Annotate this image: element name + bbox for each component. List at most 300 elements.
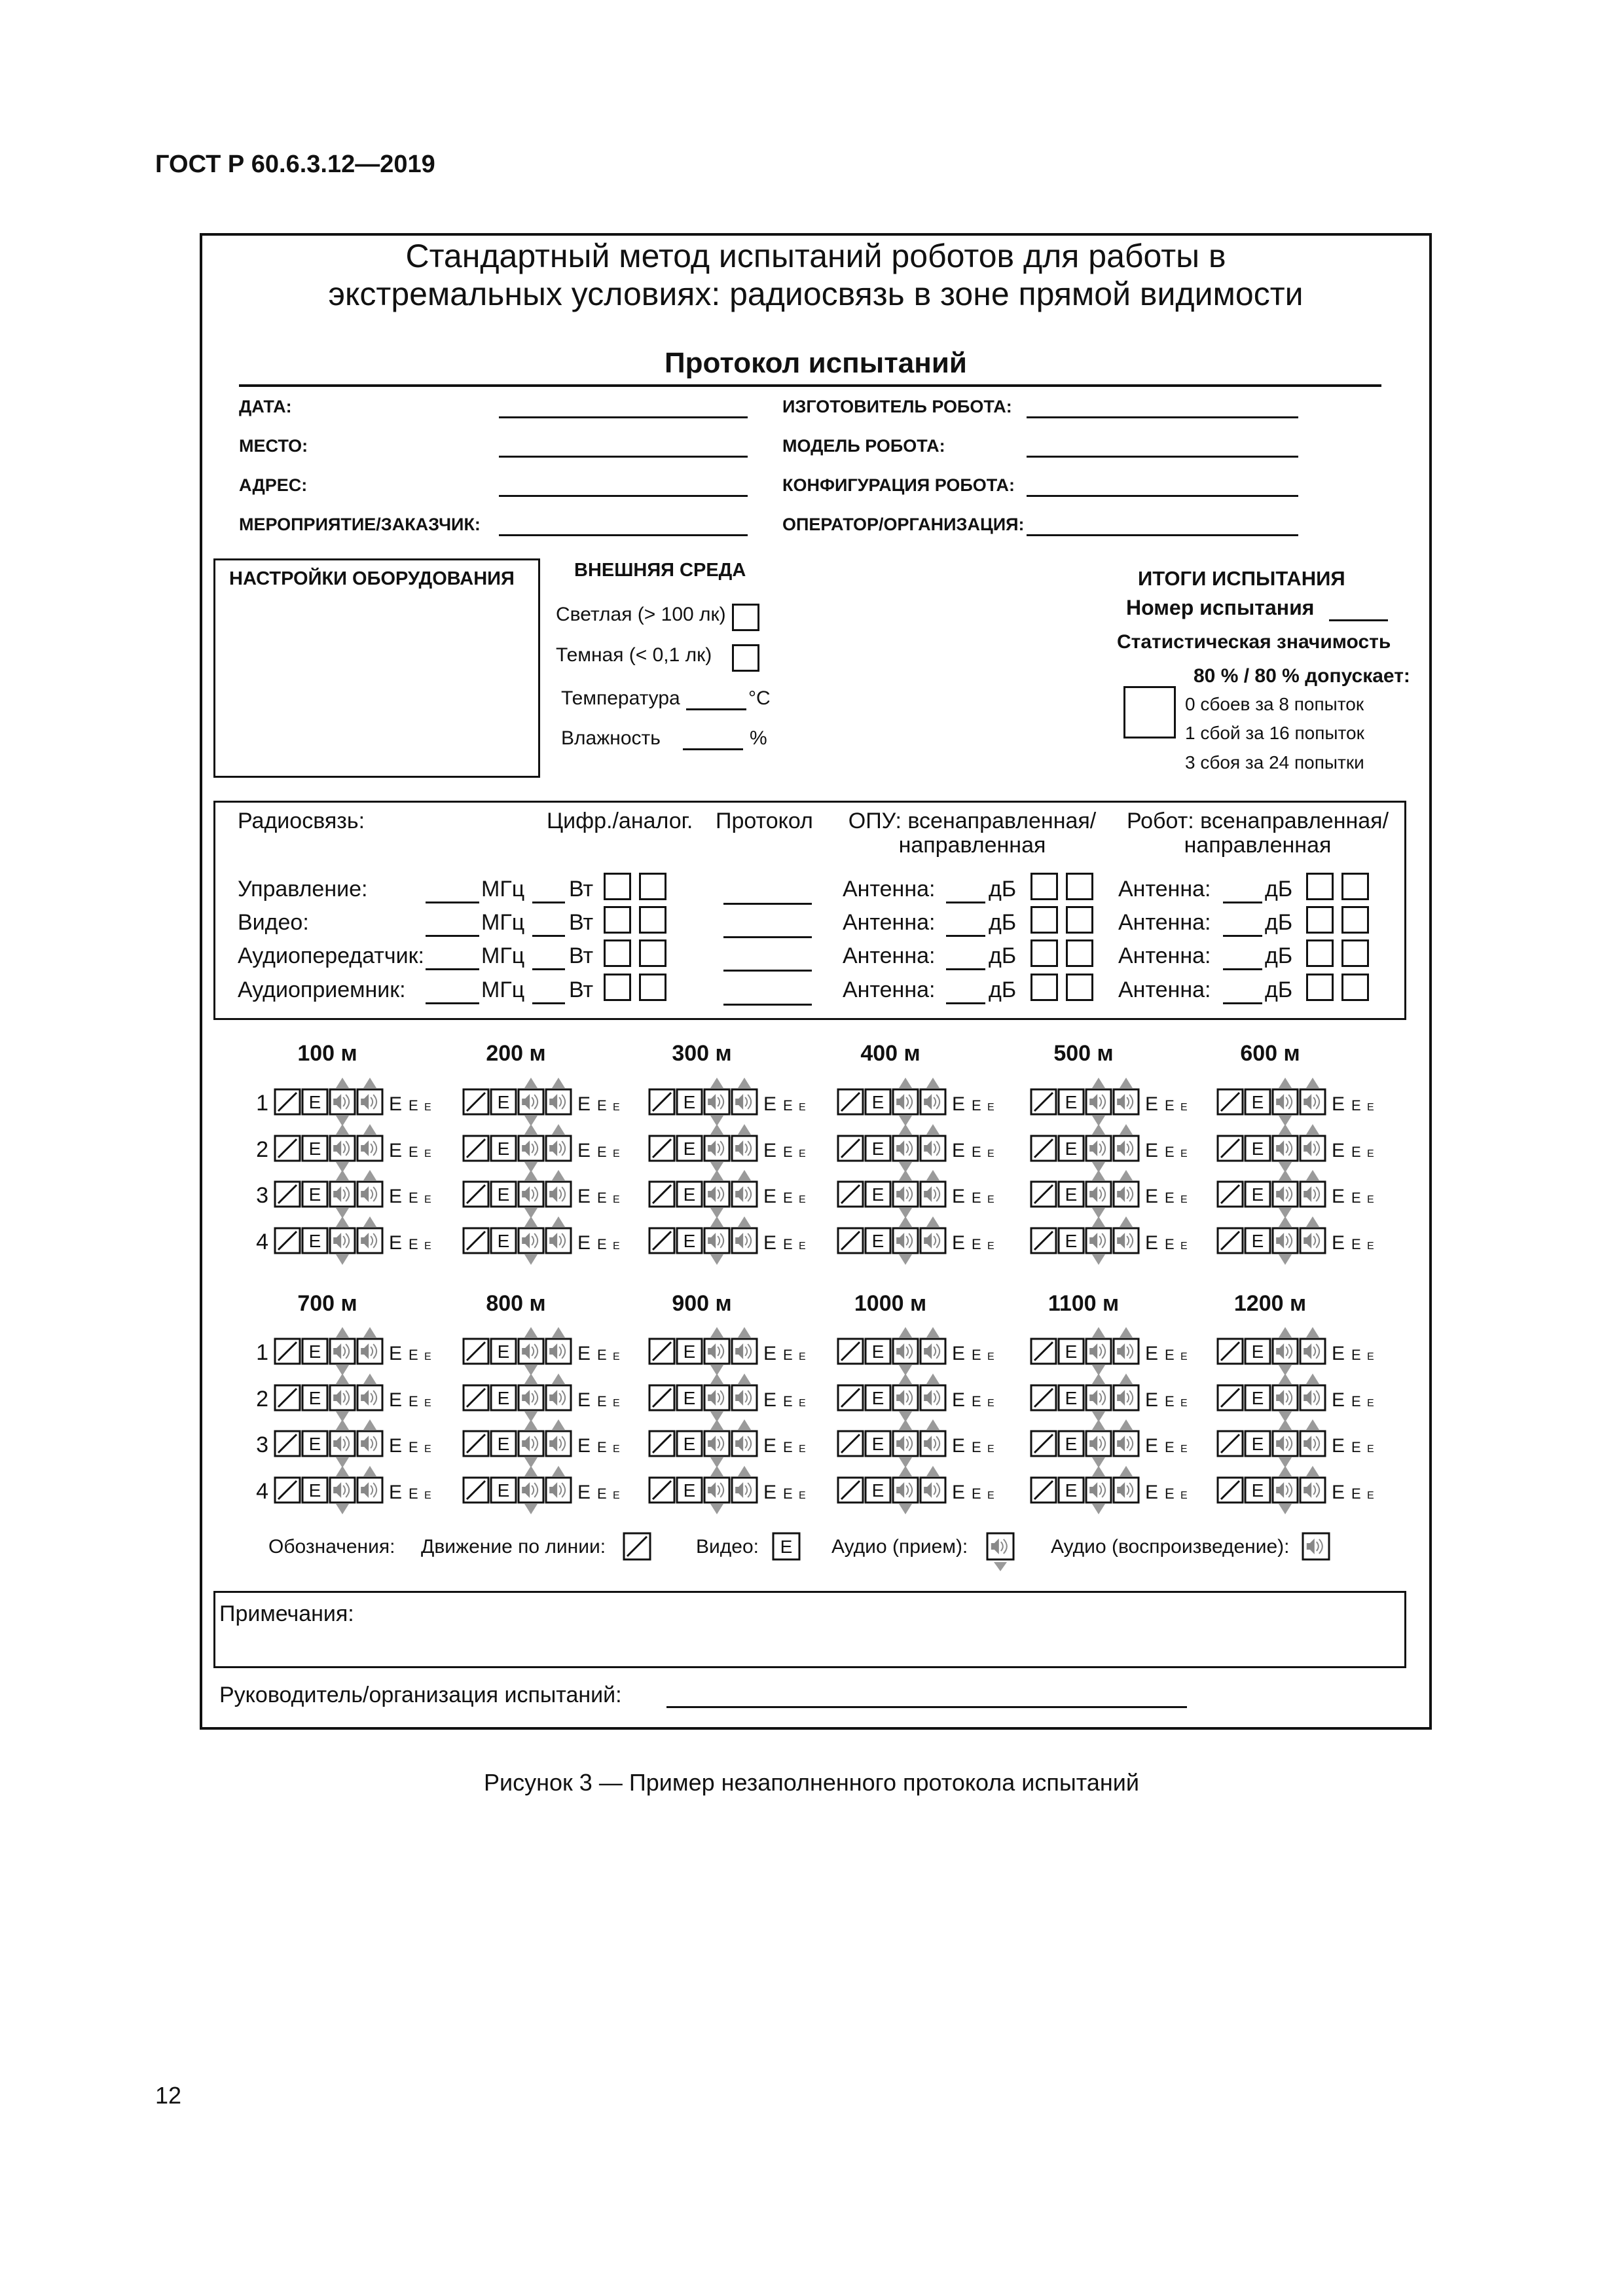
video-icon[interactable]: [302, 1182, 327, 1207]
audio-play-icon[interactable]: [546, 1327, 571, 1364]
video-icon[interactable]: [491, 1136, 516, 1161]
line-motion-icon[interactable]: [649, 1385, 674, 1410]
video-quality-letter: E: [1332, 1389, 1345, 1411]
video-letter: E: [871, 1139, 884, 1159]
video-icon[interactable]: [866, 1478, 890, 1503]
trial-indicator-block: [1031, 1466, 1188, 1514]
trial-indicator-block: [1031, 1419, 1188, 1468]
video-icon[interactable]: [677, 1431, 702, 1456]
line-motion-icon[interactable]: [275, 1089, 300, 1114]
audio-play-icon[interactable]: [357, 1466, 382, 1503]
video-quality-letter: E: [1145, 1186, 1159, 1207]
audio-play-icon[interactable]: [1300, 1124, 1325, 1161]
video-icon[interactable]: [1059, 1089, 1084, 1114]
audio-receive-icon[interactable]: [704, 1466, 729, 1514]
line-motion-icon[interactable]: [275, 1478, 300, 1503]
line-motion-icon[interactable]: [1218, 1431, 1243, 1456]
arrow-up-icon: [336, 1327, 349, 1338]
video-icon[interactable]: [1059, 1136, 1084, 1161]
video-icon[interactable]: [677, 1478, 702, 1503]
audio-play-icon[interactable]: [546, 1078, 571, 1114]
trial-indicator-block: [838, 1374, 994, 1422]
line-motion-icon[interactable]: [464, 1339, 488, 1364]
video-icon[interactable]: [1245, 1136, 1270, 1161]
video-icon[interactable]: [302, 1478, 327, 1503]
video-quality-letter: E: [799, 1444, 806, 1455]
legend-video-label: Видео:: [696, 1536, 759, 1558]
field-label-operator: ОПЕРАТОР/ОРГАНИЗАЦИЯ:: [782, 515, 1025, 534]
line-motion-icon[interactable]: [649, 1089, 674, 1114]
audio-play-icon[interactable]: [1114, 1374, 1139, 1410]
video-icon[interactable]: [491, 1385, 516, 1410]
audio-receive-icon[interactable]: [704, 1216, 729, 1265]
video-icon[interactable]: [677, 1089, 702, 1114]
video-quality-letter: E: [1145, 1232, 1159, 1254]
video-icon[interactable]: [1245, 1089, 1270, 1114]
line-motion-icon[interactable]: [1031, 1136, 1056, 1161]
video-quality-letter: E: [952, 1435, 966, 1457]
video-quality-letter: E: [987, 1490, 994, 1501]
video-icon[interactable]: [1059, 1339, 1084, 1364]
video-icon[interactable]: [1059, 1228, 1084, 1253]
video-quality-letter: E: [424, 1102, 431, 1113]
trial-indicator-block: [464, 1327, 620, 1376]
audio-play-icon[interactable]: [1300, 1216, 1325, 1253]
audio-play-icon[interactable]: [921, 1327, 945, 1364]
video-icon[interactable]: [866, 1339, 890, 1364]
audio-receive-icon[interactable]: [1273, 1124, 1298, 1173]
audio-receive-icon[interactable]: [519, 1170, 543, 1218]
audio-receive-icon[interactable]: [704, 1327, 729, 1376]
line-motion-icon[interactable]: [649, 1136, 674, 1161]
line-motion-icon[interactable]: [464, 1182, 488, 1207]
video-letter: E: [497, 1480, 510, 1501]
audio-receive-icon[interactable]: [704, 1419, 729, 1468]
audio-receive-icon[interactable]: [1086, 1216, 1111, 1265]
results-significance: Статистическая значимость: [1117, 631, 1391, 653]
audio-receive-icon[interactable]: [704, 1374, 729, 1422]
video-icon[interactable]: [302, 1089, 327, 1114]
audio-play-icon[interactable]: [732, 1216, 757, 1253]
line-motion-icon[interactable]: [1031, 1089, 1056, 1114]
video-letter: E: [308, 1388, 321, 1408]
audio-play-icon[interactable]: [357, 1078, 382, 1114]
audio-receive-icon[interactable]: [1086, 1078, 1111, 1126]
audio-receive-icon[interactable]: [1273, 1216, 1298, 1265]
video-icon[interactable]: [491, 1089, 516, 1114]
audio-receive-icon[interactable]: [893, 1419, 918, 1468]
radio-col-robot-2: направленная: [1184, 833, 1332, 858]
line-motion-icon[interactable]: [1218, 1478, 1243, 1503]
video-icon[interactable]: [677, 1339, 702, 1364]
audio-receive-icon[interactable]: [704, 1124, 729, 1173]
video-icon[interactable]: [491, 1339, 516, 1364]
audio-play-icon[interactable]: [1300, 1078, 1325, 1114]
video-quality-letter: E: [424, 1148, 431, 1159]
audio-receive-icon[interactable]: [519, 1327, 543, 1376]
line-motion-icon[interactable]: [1218, 1089, 1243, 1114]
line-motion-icon[interactable]: [649, 1431, 674, 1456]
audio-play-icon[interactable]: [732, 1466, 757, 1503]
audio-receive-icon[interactable]: [330, 1216, 355, 1265]
audio-receive-icon[interactable]: [1086, 1170, 1111, 1218]
radio-row-label: Управление:: [238, 877, 368, 902]
line-motion-icon[interactable]: [649, 1339, 674, 1364]
line-motion-icon[interactable]: [1218, 1228, 1243, 1253]
video-icon[interactable]: [1059, 1478, 1084, 1503]
video-icon[interactable]: [302, 1228, 327, 1253]
arrow-up-icon: [1306, 1466, 1319, 1476]
line-motion-icon[interactable]: [275, 1136, 300, 1161]
video-quality-letter: E: [613, 1148, 620, 1159]
video-letter: E: [497, 1139, 510, 1159]
audio-receive-icon[interactable]: [330, 1170, 355, 1218]
audio-receive-icon[interactable]: [1273, 1419, 1298, 1468]
line-motion-icon[interactable]: [464, 1478, 488, 1503]
audio-play-icon[interactable]: [357, 1374, 382, 1410]
audio-play-icon[interactable]: [1114, 1170, 1139, 1207]
line-motion-icon[interactable]: [1031, 1385, 1056, 1410]
audio-receive-icon[interactable]: [519, 1216, 543, 1265]
audio-play-icon[interactable]: [1114, 1216, 1139, 1253]
video-icon[interactable]: [1245, 1385, 1270, 1410]
trial-indicator-block: [649, 1327, 806, 1376]
video-quality-letter: E: [972, 1439, 981, 1455]
audio-play-icon[interactable]: [732, 1327, 757, 1364]
video-quality-letter: E: [783, 1097, 793, 1114]
line-motion-icon[interactable]: [464, 1385, 488, 1410]
video-quality-letter: E: [597, 1439, 607, 1455]
audio-receive-icon[interactable]: [704, 1170, 729, 1218]
video-quality-letter: E: [987, 1398, 994, 1409]
line-motion-icon[interactable]: [1218, 1182, 1243, 1207]
line-motion-icon[interactable]: [464, 1228, 488, 1253]
video-icon[interactable]: [866, 1385, 890, 1410]
line-motion-icon[interactable]: [838, 1089, 863, 1114]
arrow-up-icon: [1306, 1419, 1319, 1430]
audio-play-icon[interactable]: [1300, 1419, 1325, 1456]
audio-play-icon[interactable]: [921, 1419, 945, 1456]
audio-receive-icon[interactable]: [893, 1078, 918, 1126]
arrow-down-icon: [899, 1504, 912, 1514]
radio-watt-unit: Вт: [569, 910, 594, 935]
video-icon[interactable]: [1245, 1431, 1270, 1456]
video-icon[interactable]: [1059, 1182, 1084, 1207]
trial-number: 2: [256, 1387, 268, 1412]
arrow-up-icon: [1092, 1466, 1105, 1476]
video-icon[interactable]: [866, 1182, 890, 1207]
video-icon[interactable]: [866, 1136, 890, 1161]
audio-receive-icon[interactable]: [893, 1124, 918, 1173]
video-quality-letter: E: [763, 1343, 777, 1364]
video-quality-letter: E: [597, 1393, 607, 1410]
trial-indicator-block: [838, 1419, 994, 1468]
trial-indicator-block: [838, 1170, 994, 1218]
env-light-label: Светлая (> 100 лк): [556, 604, 726, 625]
audio-play-icon[interactable]: [921, 1124, 945, 1161]
line-motion-icon[interactable]: [838, 1339, 863, 1364]
line-motion-icon[interactable]: [838, 1478, 863, 1503]
audio-play-icon[interactable]: [357, 1327, 382, 1364]
audio-receive-icon[interactable]: [1273, 1170, 1298, 1218]
trial-indicator-block: [1031, 1170, 1188, 1218]
audio-receive-icon[interactable]: [519, 1124, 543, 1173]
audio-play-icon[interactable]: [1300, 1170, 1325, 1207]
line-motion-icon[interactable]: [1218, 1339, 1243, 1364]
audio-play-icon[interactable]: [546, 1466, 571, 1503]
audio-play-icon[interactable]: [546, 1374, 571, 1410]
video-quality-letter: E: [424, 1490, 431, 1501]
video-quality-letter: E: [799, 1398, 806, 1409]
audio-play-icon[interactable]: [546, 1170, 571, 1207]
audio-play-icon[interactable]: [546, 1124, 571, 1161]
arrow-down-icon: [994, 1562, 1007, 1571]
video-quality-letter: E: [783, 1393, 793, 1410]
radio-mhz-unit: МГц: [481, 943, 525, 968]
line-motion-icon[interactable]: [649, 1478, 674, 1503]
audio-play-icon[interactable]: [921, 1216, 945, 1253]
video-icon[interactable]: [1059, 1385, 1084, 1410]
arrow-up-icon: [738, 1419, 751, 1430]
video-quality-letter: E: [1332, 1232, 1345, 1254]
line-motion-icon[interactable]: [838, 1182, 863, 1207]
audio-play-icon[interactable]: [546, 1216, 571, 1253]
trial-number: 2: [256, 1137, 268, 1162]
audio-play-icon[interactable]: [357, 1216, 382, 1253]
legend-line-motion-icon: [624, 1533, 650, 1559]
video-quality-letter: E: [1332, 1482, 1345, 1503]
audio-play-icon[interactable]: [1300, 1327, 1325, 1364]
video-letter: E: [308, 1231, 321, 1251]
audio-play-icon[interactable]: [1300, 1466, 1325, 1503]
figure-caption: Рисунок 3 — Пример незаполненного протокола испытаний: [484, 1769, 1139, 1796]
audio-receive-icon[interactable]: [330, 1374, 355, 1422]
video-icon[interactable]: [1245, 1478, 1270, 1503]
audio-receive-icon[interactable]: [1086, 1374, 1111, 1422]
audio-receive-icon[interactable]: [893, 1327, 918, 1376]
arrow-up-icon: [552, 1124, 565, 1135]
audio-play-icon[interactable]: [732, 1078, 757, 1114]
audio-receive-icon[interactable]: [1273, 1374, 1298, 1422]
line-motion-icon[interactable]: [1218, 1136, 1243, 1161]
audio-receive-icon[interactable]: [330, 1466, 355, 1514]
audio-receive-icon[interactable]: [1086, 1124, 1111, 1173]
video-icon[interactable]: [491, 1182, 516, 1207]
audio-receive-icon[interactable]: [519, 1374, 543, 1422]
video-quality-letter: E: [424, 1194, 431, 1205]
video-icon[interactable]: [1245, 1182, 1270, 1207]
audio-receive-icon[interactable]: [1086, 1419, 1111, 1468]
audio-receive-icon[interactable]: [893, 1374, 918, 1422]
video-icon[interactable]: [866, 1228, 890, 1253]
line-motion-icon[interactable]: [649, 1182, 674, 1207]
audio-play-icon[interactable]: [921, 1466, 945, 1503]
form-title-line2: экстремальных условиях: радиосвязь в зоне прямой видимости: [328, 276, 1304, 312]
audio-play-icon[interactable]: [732, 1124, 757, 1161]
distance-label: 400 м: [860, 1041, 921, 1066]
line-motion-icon[interactable]: [275, 1228, 300, 1253]
video-quality-letter: E: [1367, 1194, 1374, 1205]
line-motion-icon[interactable]: [649, 1228, 674, 1253]
legend-video-letter: E: [780, 1537, 793, 1557]
video-icon[interactable]: [491, 1228, 516, 1253]
audio-play-icon[interactable]: [921, 1078, 945, 1114]
audio-play-icon[interactable]: [546, 1419, 571, 1456]
line-motion-icon[interactable]: [838, 1136, 863, 1161]
audio-receive-icon[interactable]: [1086, 1327, 1111, 1376]
audio-play-icon[interactable]: [1114, 1078, 1139, 1114]
legend-audio-rx-label: Аудио (прием):: [831, 1536, 968, 1558]
audio-receive-icon[interactable]: [519, 1419, 543, 1468]
line-motion-icon[interactable]: [464, 1431, 488, 1456]
line-motion-icon[interactable]: [1218, 1385, 1243, 1410]
arrow-up-icon: [710, 1170, 723, 1180]
audio-receive-icon[interactable]: [330, 1124, 355, 1173]
line-motion-icon[interactable]: [1031, 1478, 1056, 1503]
trial-indicator-block: [464, 1374, 620, 1422]
video-quality-letter: E: [763, 1093, 777, 1115]
video-icon[interactable]: [491, 1431, 516, 1456]
equipment-settings-title: НАСТРОЙКИ ОБОРУДОВАНИЯ: [229, 568, 515, 589]
video-quality-letter: E: [389, 1186, 403, 1207]
audio-receive-icon[interactable]: [330, 1419, 355, 1468]
radio-row-label: Видео:: [238, 910, 309, 935]
supervisor-line[interactable]: [666, 1706, 1187, 1708]
video-quality-letter: E: [783, 1439, 793, 1455]
line-motion-icon[interactable]: [464, 1136, 488, 1161]
video-quality-letter: E: [1332, 1140, 1345, 1161]
audio-play-icon[interactable]: [921, 1170, 945, 1207]
video-icon[interactable]: [1059, 1431, 1084, 1456]
video-quality-letter: E: [1367, 1490, 1374, 1501]
video-icon[interactable]: [677, 1385, 702, 1410]
video-icon[interactable]: [302, 1136, 327, 1161]
arrow-up-icon: [899, 1374, 912, 1384]
line-motion-icon[interactable]: [275, 1339, 300, 1364]
audio-receive-icon[interactable]: [519, 1078, 543, 1126]
audio-receive-icon[interactable]: [519, 1466, 543, 1514]
audio-play-icon[interactable]: [1114, 1419, 1139, 1456]
distance-label: 900 м: [672, 1291, 732, 1316]
line-motion-icon[interactable]: [838, 1431, 863, 1456]
video-icon[interactable]: [302, 1431, 327, 1456]
video-quality-letter: E: [577, 1140, 591, 1161]
line-motion-icon[interactable]: [1031, 1228, 1056, 1253]
arrow-down-icon: [1279, 1254, 1292, 1265]
audio-play-icon[interactable]: [921, 1374, 945, 1410]
line-motion-icon[interactable]: [1031, 1431, 1056, 1456]
video-quality-letter: E: [577, 1232, 591, 1254]
line-motion-icon[interactable]: [1031, 1339, 1056, 1364]
video-quality-letter: E: [409, 1236, 418, 1252]
audio-play-icon[interactable]: [357, 1419, 382, 1456]
video-letter: E: [683, 1231, 696, 1251]
trial-number: 1: [256, 1340, 268, 1365]
audio-receive-icon[interactable]: [1086, 1466, 1111, 1514]
audio-play-icon[interactable]: [732, 1170, 757, 1207]
audio-receive-icon[interactable]: [704, 1078, 729, 1126]
video-icon[interactable]: [677, 1228, 702, 1253]
line-motion-icon[interactable]: [838, 1228, 863, 1253]
video-quality-letter: E: [613, 1444, 620, 1455]
audio-receive-icon[interactable]: [893, 1170, 918, 1218]
video-icon[interactable]: [866, 1431, 890, 1456]
video-quality-letter: E: [1165, 1485, 1175, 1502]
audio-play-icon[interactable]: [1114, 1466, 1139, 1503]
trial-indicator-block: [649, 1078, 806, 1126]
field-label-manufacturer: ИЗГОТОВИТЕЛЬ РОБОТА:: [782, 397, 1012, 416]
line-motion-icon[interactable]: [275, 1431, 300, 1456]
line-motion-icon[interactable]: [275, 1182, 300, 1207]
line-motion-icon[interactable]: [464, 1089, 488, 1114]
line-motion-icon[interactable]: [838, 1385, 863, 1410]
video-letter: E: [1065, 1139, 1078, 1159]
arrow-up-icon: [926, 1078, 939, 1088]
video-letter: E: [497, 1434, 510, 1454]
arrow-up-icon: [926, 1466, 939, 1476]
audio-play-icon[interactable]: [1114, 1124, 1139, 1161]
radio-watt-unit: Вт: [569, 877, 594, 902]
line-motion-icon[interactable]: [275, 1385, 300, 1410]
video-quality-letter: E: [424, 1351, 431, 1362]
trial-indicator-block: [275, 1466, 431, 1514]
audio-receive-icon[interactable]: [1273, 1466, 1298, 1514]
arrow-up-icon: [710, 1216, 723, 1227]
video-quality-letter: E: [799, 1194, 806, 1205]
video-icon[interactable]: [302, 1339, 327, 1364]
audio-play-icon[interactable]: [1114, 1327, 1139, 1364]
arrow-up-icon: [524, 1124, 538, 1135]
video-icon[interactable]: [1245, 1339, 1270, 1364]
line-motion-icon[interactable]: [1031, 1182, 1056, 1207]
video-icon[interactable]: [677, 1136, 702, 1161]
video-quality-letter: E: [1180, 1194, 1188, 1205]
audio-play-icon[interactable]: [357, 1124, 382, 1161]
radio-robot-db-unit: дБ: [1265, 943, 1293, 968]
arrow-up-icon: [926, 1374, 939, 1384]
audio-play-icon[interactable]: [732, 1374, 757, 1410]
video-quality-letter: E: [597, 1144, 607, 1160]
video-icon[interactable]: [1245, 1228, 1270, 1253]
audio-play-icon[interactable]: [1300, 1374, 1325, 1410]
arrow-up-icon: [524, 1170, 538, 1180]
video-icon[interactable]: [491, 1478, 516, 1503]
video-icon[interactable]: [866, 1089, 890, 1114]
audio-receive-icon[interactable]: [1273, 1078, 1298, 1126]
notes-box[interactable]: [213, 1591, 1406, 1668]
audio-receive-icon[interactable]: [330, 1078, 355, 1126]
video-icon[interactable]: [302, 1385, 327, 1410]
video-quality-letter: E: [389, 1093, 403, 1115]
arrow-up-icon: [336, 1078, 349, 1088]
video-quality-letter: E: [1165, 1190, 1175, 1206]
audio-play-icon[interactable]: [357, 1170, 382, 1207]
video-quality-letter: E: [1165, 1097, 1175, 1114]
audio-receive-icon[interactable]: [893, 1216, 918, 1265]
video-quality-letter: E: [763, 1186, 777, 1207]
video-quality-letter: E: [577, 1093, 591, 1115]
video-quality-letter: E: [409, 1347, 418, 1363]
video-letter: E: [871, 1231, 884, 1251]
video-quality-letter: E: [389, 1435, 403, 1457]
video-quality-letter: E: [1367, 1398, 1374, 1409]
audio-receive-icon[interactable]: [1273, 1327, 1298, 1376]
arrow-up-icon: [926, 1216, 939, 1227]
video-icon[interactable]: [677, 1182, 702, 1207]
audio-receive-icon[interactable]: [330, 1327, 355, 1376]
audio-receive-icon[interactable]: [893, 1466, 918, 1514]
audio-play-icon[interactable]: [732, 1419, 757, 1456]
